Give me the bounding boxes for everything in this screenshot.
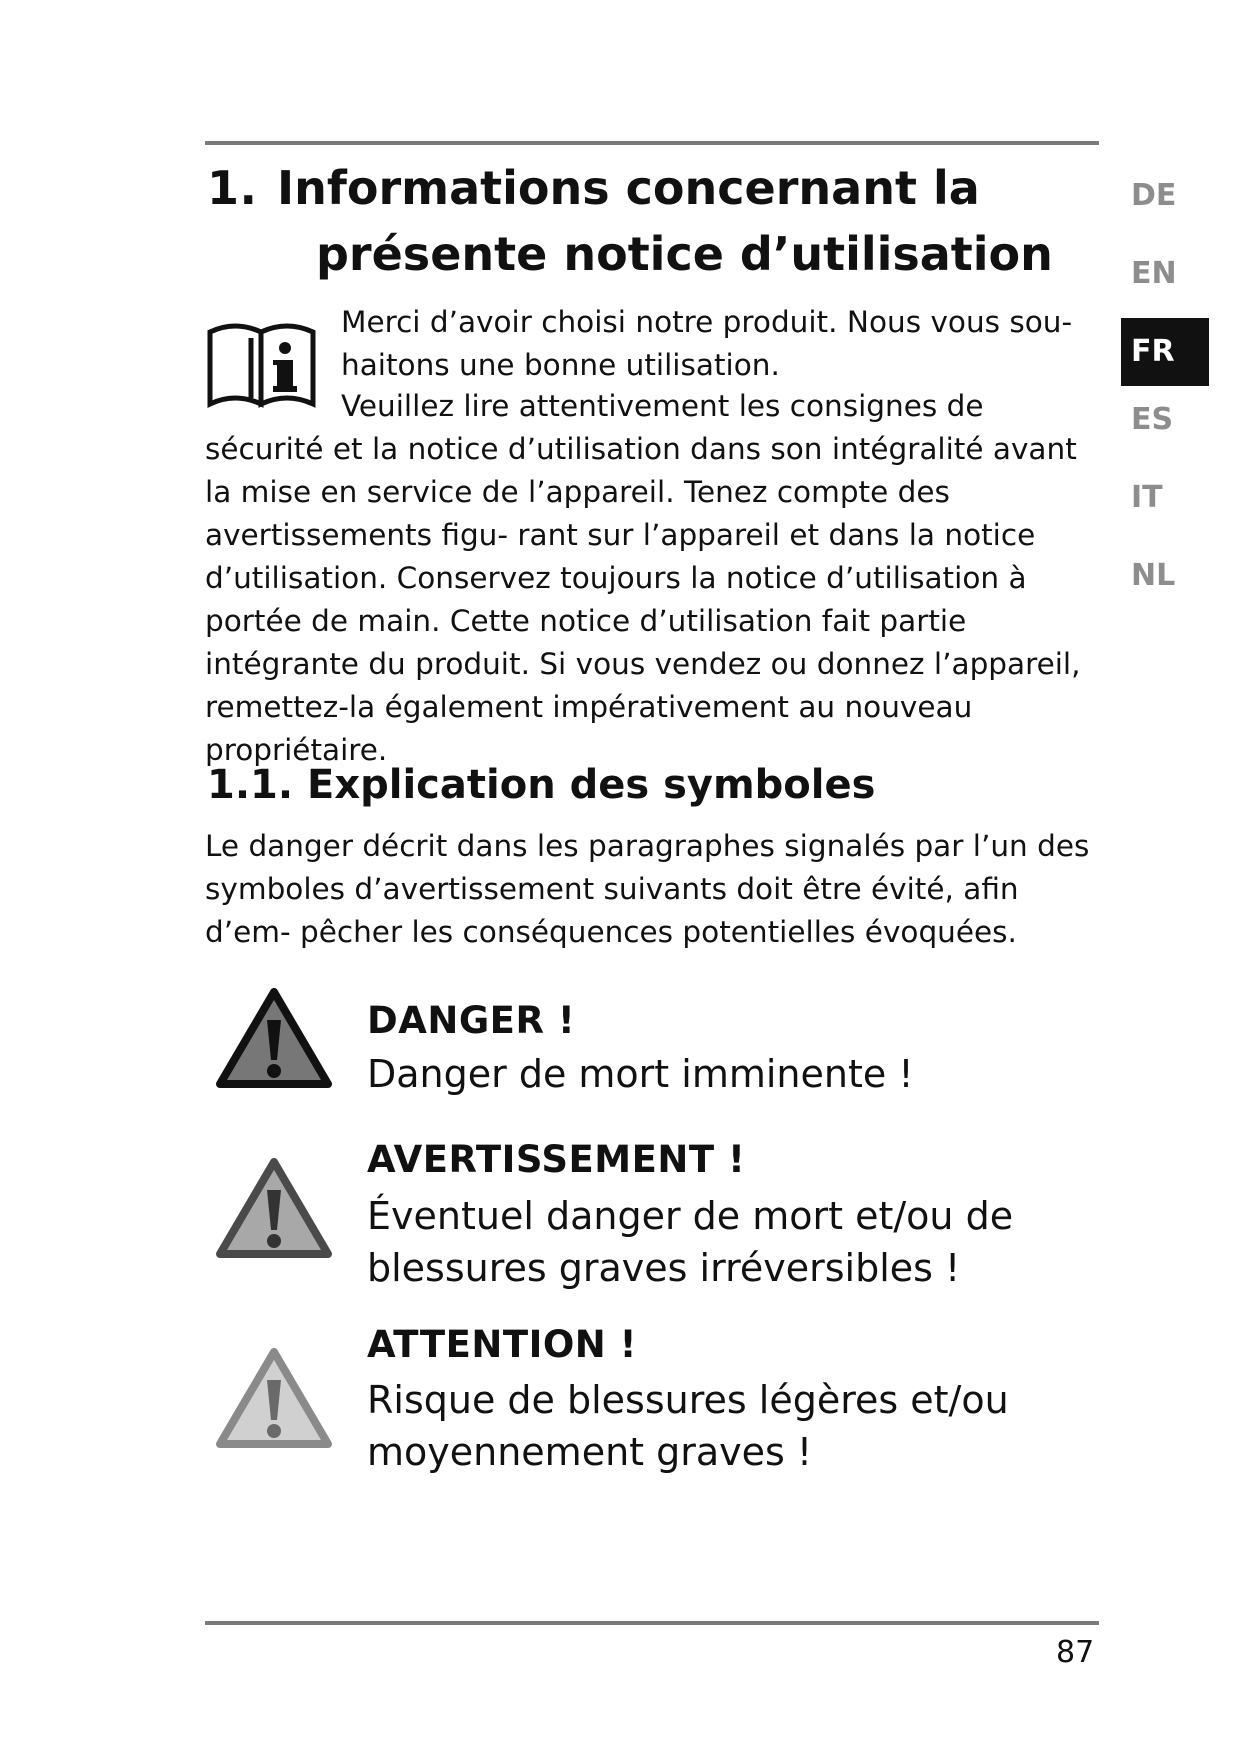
warning-triangle-icon [216,1348,332,1448]
lang-tab-fr[interactable]: FR [1121,318,1209,386]
bottom-rule [205,1621,1099,1625]
intro-thanks-text: Merci d’avoir choisi notre produit. Nous vous sou- haitons une bonne utilisation. [341,305,1073,382]
page-number: 87 [1056,1635,1095,1670]
warning-triangle-icon [216,988,332,1088]
lang-tab-de[interactable]: DE [1131,178,1177,213]
warning-desc-avertissement: Éventuel danger de mort et/ou de blessures graves irréversibles ! [367,1194,1014,1290]
chapter-title-line1: Informations concernant la [277,161,980,215]
warning-label-danger: DANGER ! [367,999,576,1042]
lang-tab-nl[interactable]: NL [1131,558,1176,593]
warning-desc-danger: Danger de mort imminente ! [367,1052,914,1096]
section-title-text: Explication des symboles [307,762,876,808]
section-number: 1.1. [207,762,294,808]
warning-triangle-icon [216,1158,332,1258]
warning-label-attention: ATTENTION ! [367,1323,638,1366]
lang-tab-it[interactable]: IT [1131,480,1163,515]
chapter-number: 1. [207,161,258,215]
language-tabs [1121,172,1209,630]
intro-read-text: Veuillez lire attentivement les consignes de sécurité et la notice d’utilisation dans son intégralité avant la mise en service de l’appareil. Tenez compte des avertissements figu- rant sur l’appareil et dans la notice d’utilisation. Conservez toujours la notice d’utilisation à portée de main. Cette notice d’utilisation fait partie intégrante du produit. Si vous vendez ou donnez l’appareil, remettez-la également impérativement au nouveau propriétaire. [205,389,1081,767]
lang-tab-es[interactable]: ES [1131,402,1174,437]
section-text: Le danger décrit dans les paragraphes signalés par l’un des symboles d’avertissement suivants doit être évité, afin d’em- pêcher les conséquences potentielles évoquées. [205,829,1090,949]
chapter-title-line2: présente notice d’utilisation [316,227,1053,281]
warning-desc-attention: Risque de blessures légères et/ou moyennement graves ! [367,1378,1009,1474]
section-title [207,759,875,811]
warning-label-avertissement: AVERTISSEMENT ! [367,1138,746,1181]
top-rule [205,141,1099,145]
lang-tab-en[interactable]: EN [1131,256,1177,291]
